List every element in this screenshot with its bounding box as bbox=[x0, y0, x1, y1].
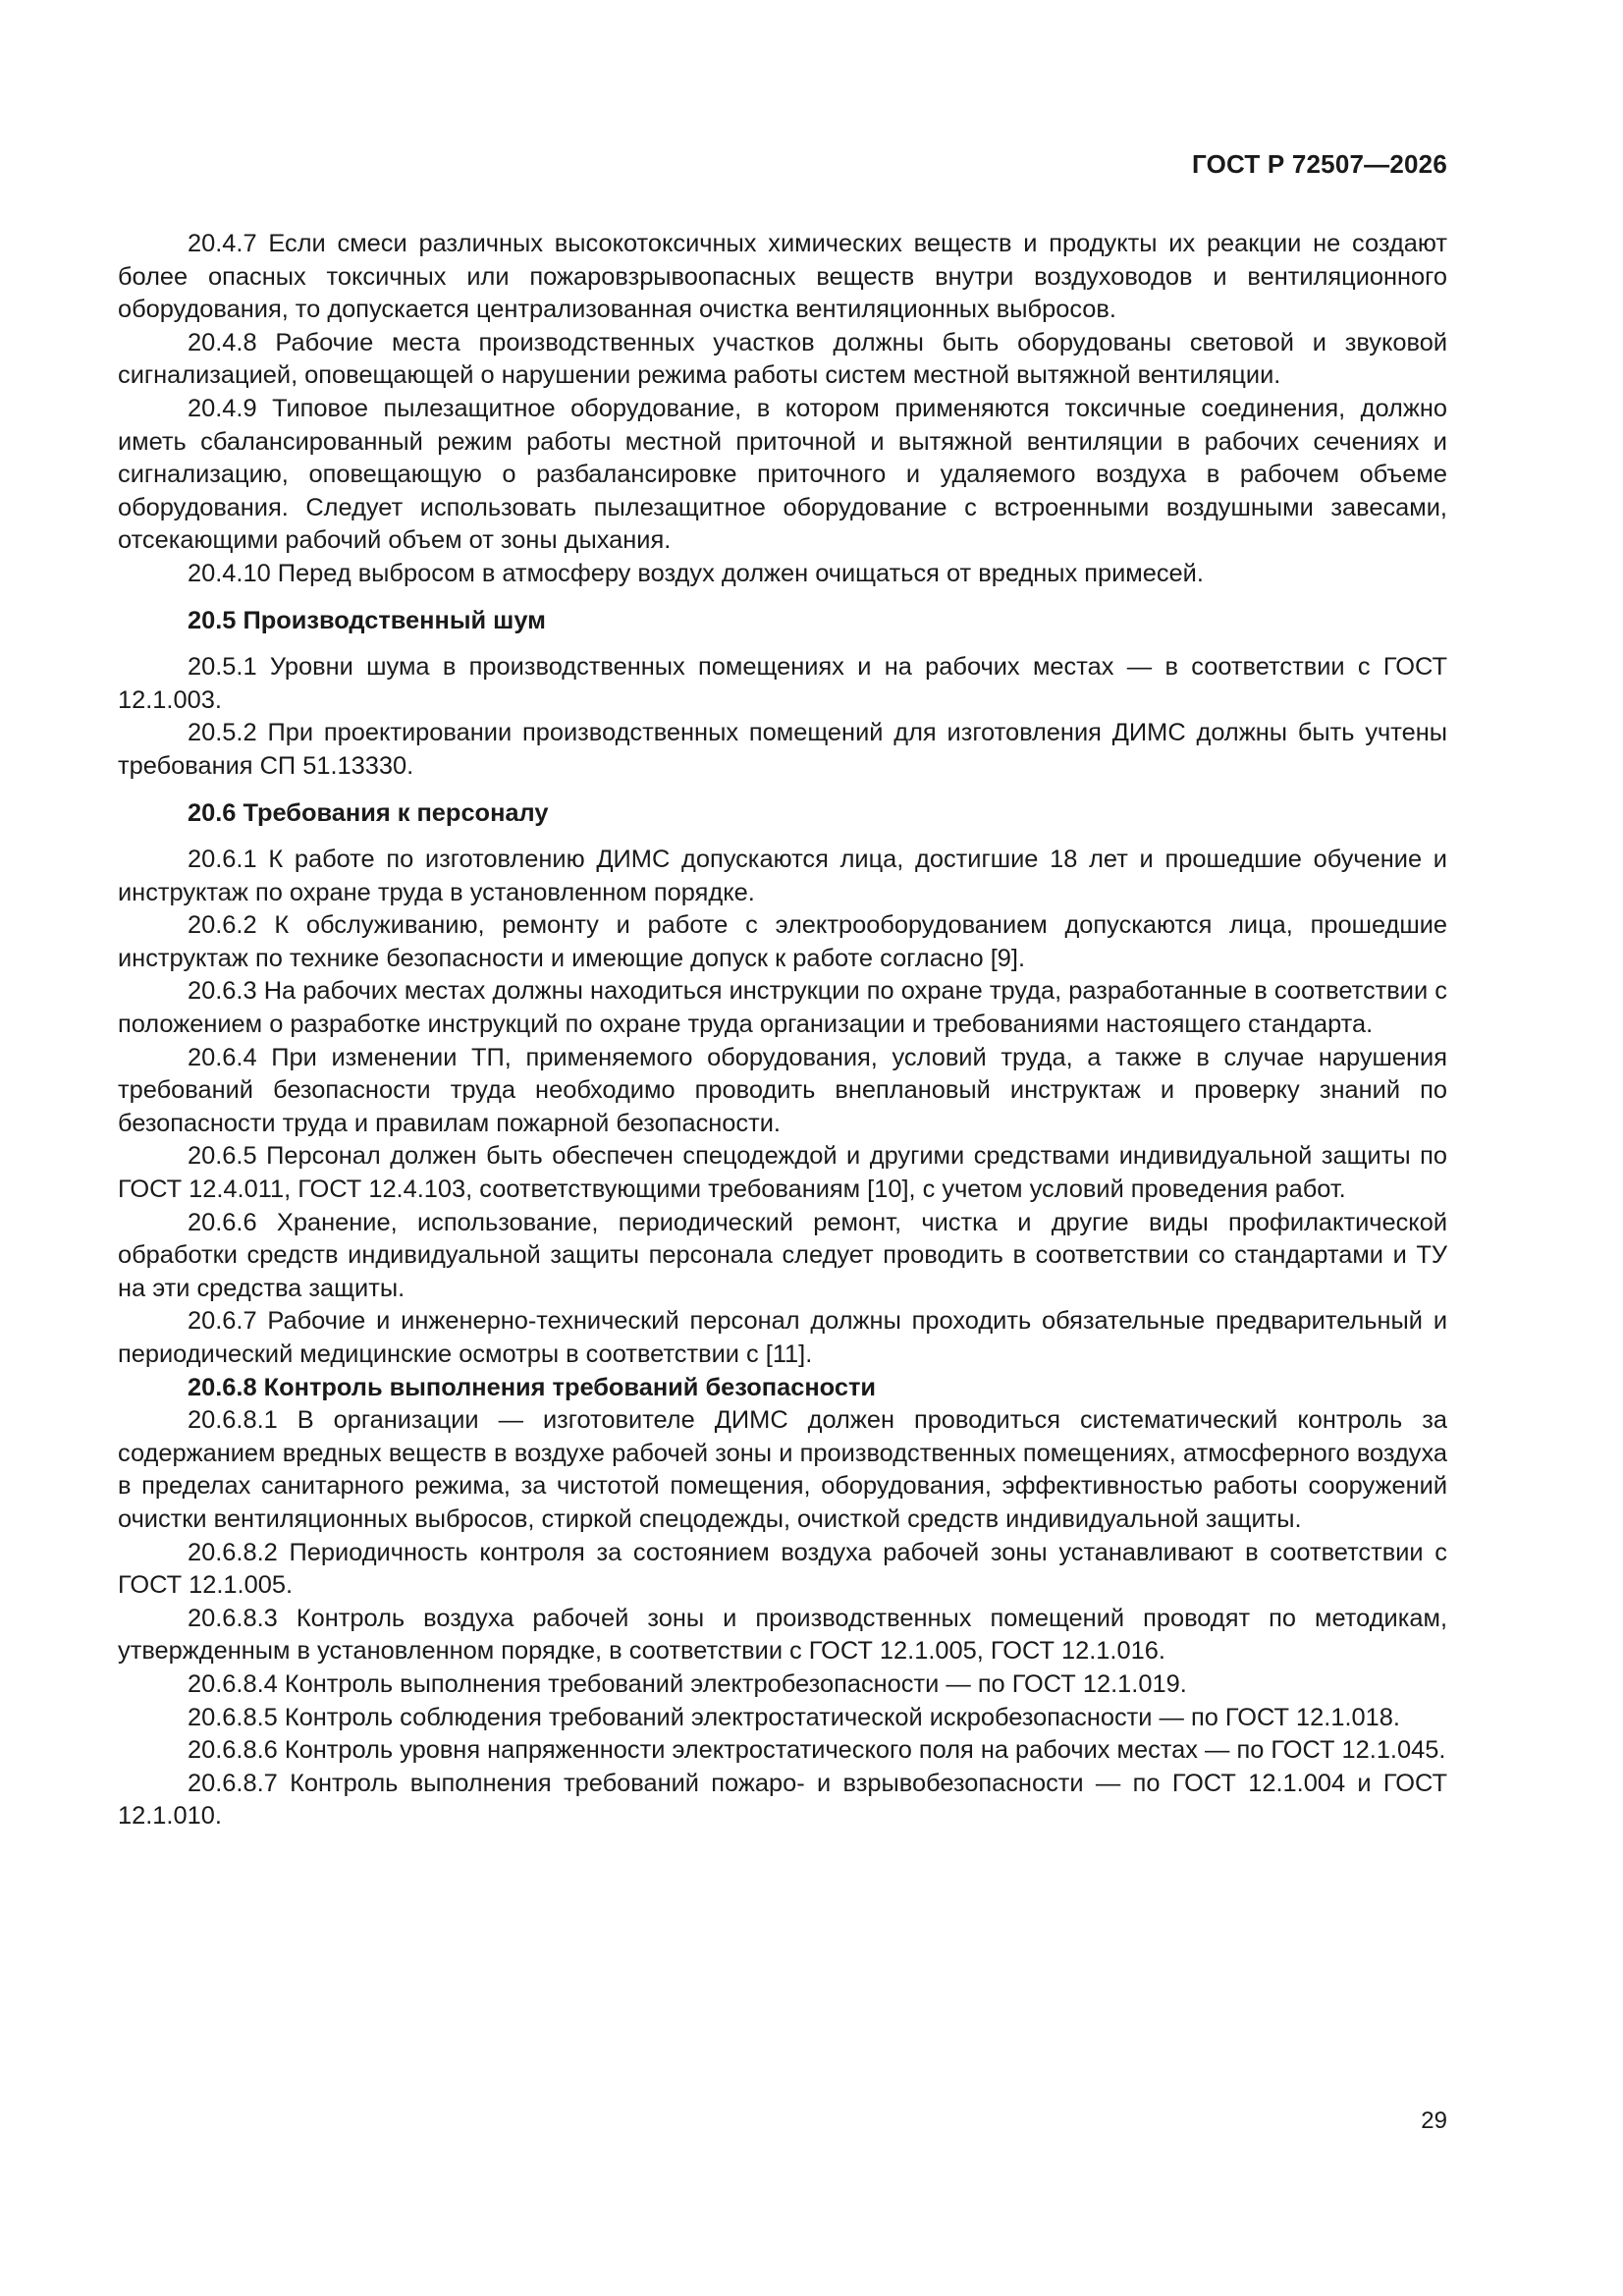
paragraph-20-5-1: 20.5.1 Уровни шума в производственных помещениях и на рабочих местах — в соответствии с ГОСТ 12.1.003. bbox=[118, 653, 1447, 714]
section-heading-20-6: 20.6 Требования к персоналу bbox=[188, 798, 549, 827]
section-heading-20-5: 20.5 Производственный шум bbox=[188, 606, 546, 634]
paragraph-20-6-2: 20.6.2 К обслуживанию, ремонту и работе с электрооборудованием допускаются лица, прошедшие инструктаж по технике безопасности и имеющие допуск к работе согласно [9]. bbox=[118, 911, 1447, 972]
paragraph-20-6-8-3: 20.6.8.3 Контроль воздуха рабочей зоны и производственных помещений проводят по методикам, утвержденным в установленном порядке, в соответствии с ГОСТ 12.1.005, ГОСТ 12.1.016. bbox=[118, 1604, 1447, 1666]
paragraph-20-4-9: 20.4.9 Типовое пылезащитное оборудование, в котором применяются токсичные соединения, должно иметь сбалансированный режим работы местной приточной и вытяжной вентиляции в рабочих сечениях и сигнализацию, оповещающую о разбалансировке приточного и удаляемого воздуха в рабочем объеме оборудования. Следует использовать пылезащитное оборудование с встроенными воздушными завесами, отсекающими рабочий объем от зоны дыхания. bbox=[118, 394, 1447, 555]
paragraph-20-4-7: 20.4.7 Если смеси различных высокотоксичных химических веществ и продукты их реакции не создают более опасных токсичных или пожаровзрывоопасных веществ внутри воздуховодов и вентиляционного оборудования, то допускается централизованная очистка вентиляционных выбросов. bbox=[118, 230, 1447, 324]
paragraph-20-6-7: 20.6.7 Рабочие и инженерно-технический персонал должны проходить обязательные предварительный и периодический медицинские осмотры в соответствии с [11]. bbox=[118, 1307, 1447, 1368]
paragraph-20-4-10: 20.4.10 Перед выбросом в атмосферу воздух должен очищаться от вредных примесей. bbox=[188, 559, 1204, 587]
paragraph-20-6-8-1: 20.6.8.1 В организации — изготовителе ДИМС должен проводиться систематический контроль за содержанием вредных веществ в воздухе рабочей зоны и производственных помещениях, атмосферного воздуха в пределах санитарного режима, за чистотой помещения, оборудования, эффективностью работы сооружений очистки вентиляционных выбросов, стиркой спецодежды, очисткой средств индивидуальной защиты. bbox=[118, 1406, 1447, 1533]
document-body bbox=[118, 228, 1447, 1833]
paragraph-20-6-8-6: 20.6.8.6 Контроль уровня напряженности электростатического поля на рабочих местах — по ГОСТ 12.1.045. bbox=[188, 1736, 1446, 1765]
document-code: ГОСТ Р 72507—2026 bbox=[1192, 149, 1447, 179]
paragraph-20-6-4: 20.6.4 При изменении ТП, применяемого оборудования, условий труда, а также в случае нарушения требований безопасности труда необходимо проводить внеплановый инструктаж и проверку знаний по безопасности труда и правилам пожарной безопасности. bbox=[118, 1043, 1447, 1137]
paragraph-20-5-2: 20.5.2 При проектировании производственных помещений для изготовления ДИМС должны быть учтены требования СП 51.13330. bbox=[118, 719, 1447, 780]
paragraph-20-4-8: 20.4.8 Рабочие места производственных участков должны быть оборудованы световой и звуковой сигнализацией, оповещающей о нарушении режима работы систем местной вытяжной вентиляции. bbox=[118, 328, 1447, 390]
paragraph-20-6-5: 20.6.5 Персонал должен быть обеспечен спецодеждой и другими средствами индивидуальной защиты по ГОСТ 12.4.011, ГОСТ 12.4.103, соответствующими требованиям [10], с учетом условий проведения работ. bbox=[118, 1142, 1447, 1204]
paragraph-20-6-6: 20.6.6 Хранение, использование, периодический ремонт, чистка и другие виды профилактической обработки средств индивидуальной защиты персонала следует проводить в соответствии со стандартами и ТУ на эти средства защиты. bbox=[118, 1208, 1447, 1302]
paragraph-20-6-8-4: 20.6.8.4 Контроль выполнения требований электробезопасности — по ГОСТ 12.1.019. bbox=[188, 1669, 1187, 1698]
subsection-heading-20-6-8: 20.6.8 Контроль выполнения требований безопасности bbox=[188, 1373, 876, 1401]
paragraph-20-6-8-5: 20.6.8.5 Контроль соблюдения требований электростатической искробезопасности — по ГОСТ 12.1.018. bbox=[188, 1703, 1400, 1731]
paragraph-20-6-8-7: 20.6.8.7 Контроль выполнения требований пожаро- и взрывобезопасности — по ГОСТ 12.1.004 и ГОСТ 12.1.010. bbox=[118, 1769, 1447, 1831]
page-number: 29 bbox=[1421, 2107, 1447, 2134]
paragraph-20-6-8-2: 20.6.8.2 Периодичность контроля за состоянием воздуха рабочей зоны устанавливают в соответствии с ГОСТ 12.1.005. bbox=[118, 1538, 1447, 1600]
paragraph-20-6-3: 20.6.3 На рабочих местах должны находиться инструкции по охране труда, разработанные в соответствии с положением о разработке инструкций по охране труда организации и требованиями настоящего стандарта. bbox=[118, 977, 1447, 1039]
paragraph-20-6-1: 20.6.1 К работе по изготовлению ДИМС допускаются лица, достигшие 18 лет и прошедшие обучение и инструктаж по охране труда в установленном порядке. bbox=[118, 846, 1447, 906]
